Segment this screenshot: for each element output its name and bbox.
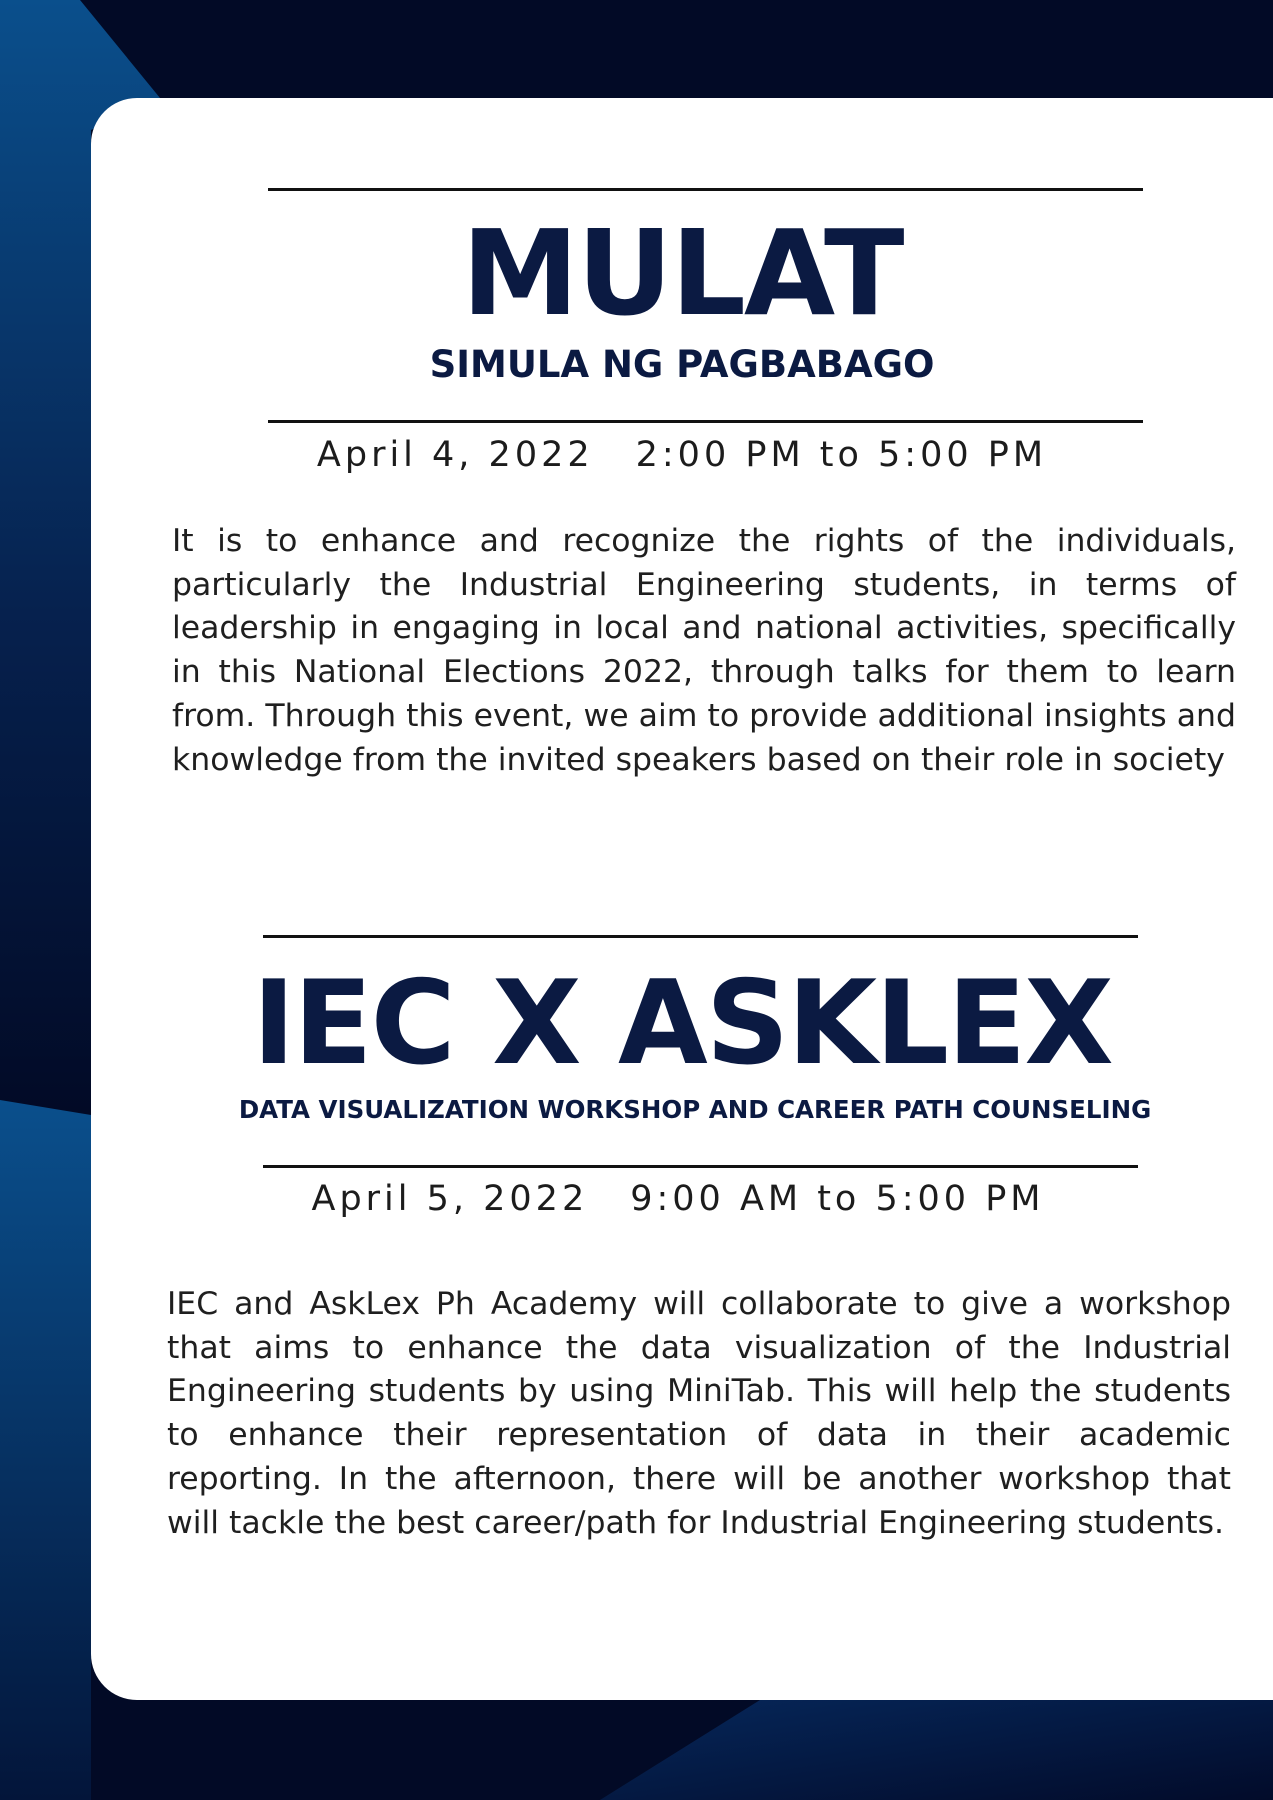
event2-subtitle: DATA VISUALIZATION WORKSHOP AND CAREER PATH COUNSELING (238, 1095, 1152, 1124)
event2-datetime (91, 1175, 1265, 1223)
event2-title: IEC X ASKLEX (252, 956, 1112, 1091)
event2-rule-top (263, 935, 1138, 938)
event2-date: April 5, 2022 (311, 1179, 589, 1219)
event1-subtitle: SIMULA NG PAGBABAGO (429, 343, 935, 386)
event1-datetime (91, 431, 1273, 479)
event2-time: 9:00 AM to 5:00 PM (630, 1179, 1045, 1219)
bg-blue-panel-bottom-left (0, 1100, 91, 1800)
content-card (91, 98, 1273, 1700)
event1-description: It is to enhance and recognize the rights of the individuals, particularly the Industrial Engineering students, in terms of leadership in engaging in local and national activities, specifically in this National Elections 2022, through talks for them to learn from. Through this event, we aim to provide additional insights and knowledge from the invited speakers based on their role in society (172, 523, 1236, 778)
event2-rule-bottom (263, 1165, 1138, 1168)
event1-rule-bottom (268, 420, 1143, 423)
event1-time: 2:00 PM to 5:00 PM (635, 435, 1048, 475)
event1-date: April 4, 2022 (316, 435, 594, 475)
event1-rule-top (268, 188, 1143, 191)
event1-title: MULAT (461, 204, 903, 342)
event2-description: IEC and AskLex Ph Academy will collaborate to give a workshop that aims to enhance the data visualization of the Industrial Engineering students by using MiniTab. This will help the students to enhance their representation of data in their academic reporting. In the afternoon, there will be another workshop that will tackle the best career/path for Industrial Engineering students. (167, 1286, 1231, 1541)
